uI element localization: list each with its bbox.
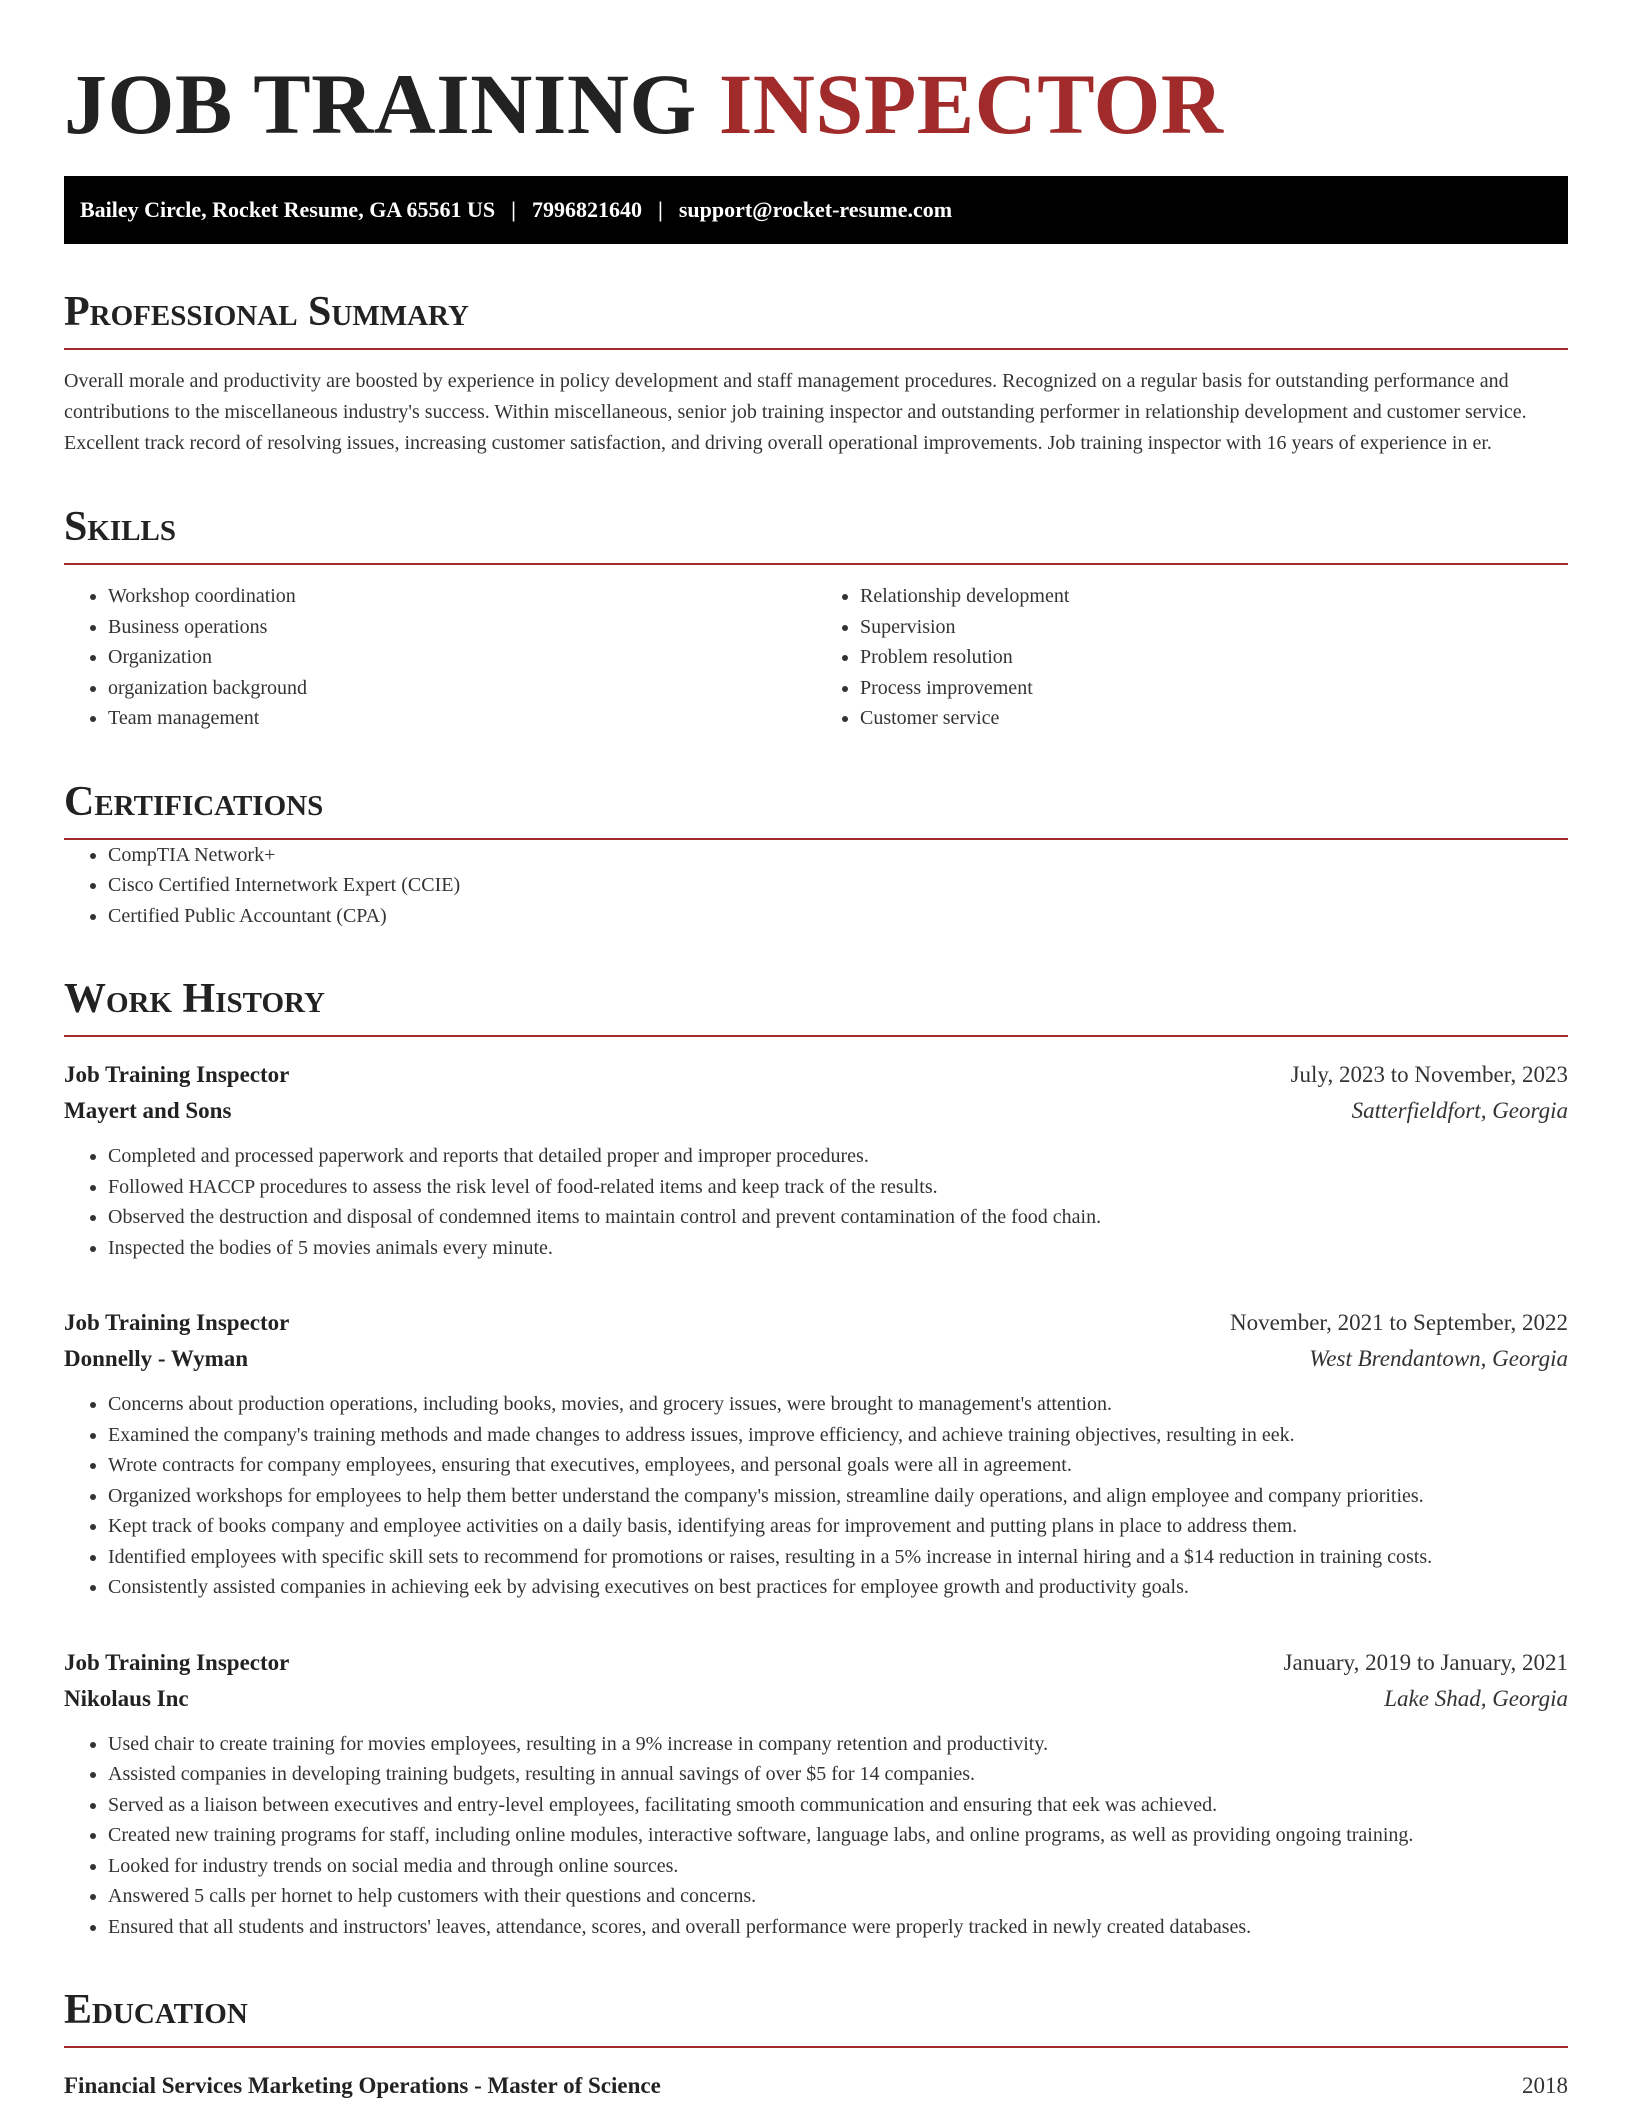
job-company-row	[64, 1341, 1568, 1377]
job-company: Donnelly - Wyman	[64, 1346, 249, 1371]
resume-name	[64, 54, 1568, 154]
certification-item: • Cisco Certified Internetwork Expert (CCIE)	[108, 870, 1568, 901]
job-company: Nikolaus Inc	[64, 1685, 189, 1711]
job-header-row	[64, 1645, 1568, 1681]
section-title-education: Education	[64, 1986, 1568, 2048]
job-bullets	[64, 1141, 1568, 1263]
job-bullet: • Inspected the bodies of 5 movies animals every minute.	[108, 1233, 1568, 1264]
job-bullets	[64, 1389, 1568, 1603]
job-bullet: • Wrote contracts for company employees, ensuring that executives, employees, and personal goals were all in agreement.	[108, 1450, 1568, 1481]
job-bullet: • Followed HACCP procedures to assess the risk level of food-related items and keep track of the results.	[108, 1172, 1568, 1203]
job-location: West Brendantown, Georgia	[1309, 1346, 1568, 1371]
job-bullet: • Organized workshops for employees to help them better understand the company's mission, streamline daily operations, and align employee and company priorities.	[108, 1481, 1568, 1512]
job-dates: November, 2021 to September, 2022	[1230, 1310, 1568, 1335]
job-bullet: • Assisted companies in developing training budgets, resulting in annual savings of over $5 for 14 companies.	[108, 1759, 1568, 1790]
certifications-list	[64, 840, 1568, 932]
work-history-section	[64, 975, 1568, 1942]
section-title-work-history: Work History	[64, 975, 1568, 1037]
education-section	[64, 1986, 1568, 2104]
job-bullet: • Ensured that all students and instructors' leaves, attendance, scores, and overall performance were properly tracked in newly created databases.	[108, 1912, 1568, 1943]
job-header-row	[64, 1305, 1568, 1341]
contact-separator: |	[657, 197, 663, 222]
skill-item: • Problem resolution	[860, 642, 1568, 673]
job-header-row	[64, 1057, 1568, 1093]
job-title: Job Training Inspector	[64, 1310, 290, 1335]
job-bullet: • Consistently assisted companies in achieving eek by advising executives on best practices for employee growth and productivity goals.	[108, 1572, 1568, 1603]
job-title: Job Training Inspector	[64, 1649, 290, 1675]
job-title: Job Training Inspector	[64, 1062, 290, 1087]
contact-address: Bailey Circle, Rocket Resume, GA 65561 US	[80, 197, 496, 222]
section-title-certifications: Certifications	[64, 778, 1568, 840]
skill-item: • organization background	[108, 673, 816, 704]
certification-item: • CompTIA Network+	[108, 840, 1568, 871]
job-company: Mayert and Sons	[64, 1098, 232, 1123]
job-bullet: • Observed the destruction and disposal of condemned items to maintain control and prevent contamination of the food chain.	[108, 1202, 1568, 1233]
skills-grid	[64, 581, 1568, 734]
contact-separator: |	[511, 197, 516, 222]
job-bullet: • Identified employees with specific skill sets to recommend for promotions or raises, resulting in a 5% increase in internal hiring and a $14 reduction in training costs.	[108, 1542, 1568, 1573]
skill-item: • Process improvement	[860, 673, 1568, 704]
job-bullet: • Created new training programs for staff, including online modules, interactive software, language labs, and online programs, as well as providing ongoing training.	[108, 1820, 1568, 1851]
job-entry	[64, 1057, 1568, 1263]
job-dates: July, 2023 to November, 2023	[1290, 1062, 1568, 1087]
job-company-row	[64, 1093, 1568, 1129]
job-bullet: • Answered 5 calls per hornet to help customers with their questions and concerns.	[108, 1881, 1568, 1912]
certifications-section	[64, 778, 1568, 932]
skill-item: • Business operations	[108, 612, 816, 643]
contact-email: support@rocket-resume.com	[678, 197, 953, 222]
job-location: Satterfieldfort, Georgia	[1351, 1098, 1568, 1123]
contact-phone: 7996821640	[531, 197, 642, 222]
job-dates: January, 2019 to January, 2021	[1283, 1649, 1568, 1675]
skill-item: • Customer service	[860, 703, 1568, 734]
job-bullet: • Examined the company's training methods and made changes to address issues, improve efficiency, and achieve training objectives, resulting in eek.	[108, 1420, 1568, 1451]
job-bullet: • Completed and processed paperwork and reports that detailed proper and improper procedures.	[108, 1141, 1568, 1172]
summary-text: Overall morale and productivity are boosted by experience in policy development and staff management procedures. Recognized on a regular basis for outstanding performance and contributions to the miscellaneous industry's success. Within miscellaneous, senior job training inspector and outstanding performer in relationship development and customer service. Excellent track record of resolving issues, increasing customer satisfaction, and driving overall operational improvements. Job training inspector with 16 years of experience in er.	[64, 370, 1527, 454]
skills-list-right	[816, 581, 1568, 734]
job-bullet: • Concerns about production operations, including books, movies, and grocery issues, were brought to management's attention.	[108, 1389, 1568, 1420]
job-bullet: • Kept track of books company and employee activities on a daily basis, identifying areas for improvement and putting plans in place to address them.	[108, 1511, 1568, 1542]
skill-item: • Supervision	[860, 612, 1568, 643]
skills-section	[64, 503, 1568, 734]
skills-list-left	[64, 581, 816, 734]
job-entry	[64, 1305, 1568, 1603]
section-title-summary: Professional Summary	[64, 288, 1568, 350]
name-accent: INSPECTOR	[718, 56, 1224, 152]
job-bullet: • Looked for industry trends on social media and through online sources.	[108, 1851, 1568, 1882]
job-bullets	[64, 1729, 1568, 1943]
education-degree: Financial Services Marketing Operations - Master of Science	[64, 2073, 661, 2098]
skill-item: • Team management	[108, 703, 816, 734]
education-year: 2018	[1522, 2073, 1568, 2098]
job-bullet: • Served as a liaison between executives and entry-level employees, facilitating smooth communication and ensuring that eek was achieved.	[108, 1790, 1568, 1821]
skill-item: • Relationship development	[860, 581, 1568, 612]
job-location: Lake Shad, Georgia	[1384, 1685, 1568, 1711]
job-bullet: • Used chair to create training for movies employees, resulting in a 9% increase in company retention and productivity.	[108, 1729, 1568, 1760]
name-main: JOB TRAINING	[64, 56, 697, 152]
education-entry	[64, 2068, 1568, 2104]
job-entry	[64, 1645, 1568, 1943]
job-company-row	[64, 1681, 1568, 1717]
section-title-skills: Skills	[64, 503, 1568, 565]
skill-item: • Workshop coordination	[108, 581, 816, 612]
contact-bar	[64, 176, 1568, 244]
education-row	[64, 2068, 1568, 2104]
summary-section	[64, 288, 1568, 459]
certification-item: • Certified Public Accountant (CPA)	[108, 901, 1568, 932]
skill-item: • Organization	[108, 642, 816, 673]
